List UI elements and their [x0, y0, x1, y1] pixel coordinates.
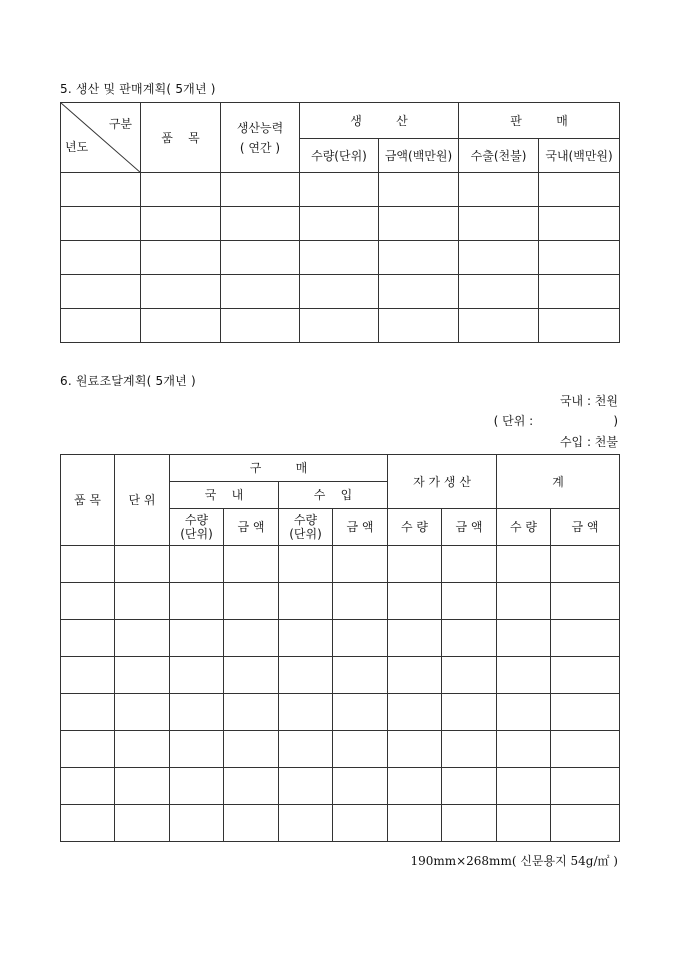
blank-cell[interactable] [115, 657, 170, 694]
production-sales-table [60, 102, 620, 343]
header-self-amount: 금 액 [442, 509, 497, 546]
header-production: 생 산 [300, 103, 459, 139]
blank-cell[interactable] [115, 768, 170, 805]
table-row [61, 309, 620, 343]
blank-cell[interactable] [224, 805, 279, 842]
blank-cell[interactable] [388, 694, 442, 731]
header-import-qty [279, 509, 333, 546]
blank-cell[interactable] [115, 583, 170, 620]
header-domestic-qty [170, 509, 224, 546]
blank-cell[interactable] [539, 309, 620, 343]
header-domestic: 국 내 [170, 482, 279, 509]
blank-cell[interactable] [442, 805, 497, 842]
blank-cell[interactable] [300, 275, 379, 309]
blank-cell[interactable] [539, 275, 620, 309]
header-sales-export: 수출(천불) [459, 139, 539, 173]
header-total: 계 [497, 455, 620, 509]
table-row [61, 207, 620, 241]
blank-cell[interactable] [221, 309, 300, 343]
blank-cell[interactable] [279, 657, 333, 694]
raw-material-body [61, 546, 620, 842]
corner-category-label: 구분 [108, 117, 132, 131]
section6-title: 6. 원료조달계획( 5개년 ) [60, 374, 196, 388]
blank-cell[interactable] [61, 546, 115, 583]
blank-cell[interactable] [442, 768, 497, 805]
blank-cell[interactable] [551, 583, 620, 620]
blank-cell[interactable] [333, 583, 388, 620]
header-sales: 판 매 [459, 103, 620, 139]
blank-cell[interactable] [333, 620, 388, 657]
blank-cell[interactable] [279, 583, 333, 620]
unit-domestic-note: 국내 : 천원 [559, 394, 618, 408]
blank-cell[interactable] [279, 620, 333, 657]
unit-label: (단위) [289, 527, 322, 541]
section5-title: 5. 생산 및 판매계획( 5개년 ) [60, 82, 216, 96]
blank-cell[interactable] [442, 694, 497, 731]
blank-cell[interactable] [379, 241, 459, 275]
blank-cell[interactable] [551, 731, 620, 768]
blank-cell[interactable] [115, 620, 170, 657]
blank-cell[interactable] [279, 805, 333, 842]
blank-cell[interactable] [497, 694, 551, 731]
blank-cell[interactable] [279, 546, 333, 583]
blank-cell[interactable] [141, 275, 221, 309]
blank-cell[interactable] [221, 275, 300, 309]
blank-cell[interactable] [459, 241, 539, 275]
blank-cell[interactable] [61, 173, 141, 207]
production-sales-body [61, 173, 620, 343]
blank-cell[interactable] [388, 583, 442, 620]
blank-cell[interactable] [141, 173, 221, 207]
blank-cell[interactable] [170, 805, 224, 842]
blank-cell[interactable] [333, 768, 388, 805]
blank-cell[interactable] [279, 694, 333, 731]
blank-cell[interactable] [221, 241, 300, 275]
blank-cell[interactable] [61, 768, 115, 805]
blank-cell[interactable] [388, 657, 442, 694]
blank-cell[interactable] [388, 620, 442, 657]
header-import: 수 입 [279, 482, 388, 509]
blank-cell[interactable] [115, 805, 170, 842]
blank-cell[interactable] [539, 241, 620, 275]
blank-cell[interactable] [221, 173, 300, 207]
blank-cell[interactable] [115, 731, 170, 768]
blank-cell[interactable] [300, 241, 379, 275]
header-item: 품 목 [61, 455, 115, 546]
header-purchase: 구 매 [170, 455, 388, 482]
header-total-amount: 금 액 [551, 509, 620, 546]
blank-cell[interactable] [170, 583, 224, 620]
blank-cell[interactable] [388, 805, 442, 842]
blank-cell[interactable] [141, 241, 221, 275]
blank-cell[interactable] [333, 657, 388, 694]
table-row [61, 620, 620, 657]
blank-cell[interactable] [497, 583, 551, 620]
table-row [61, 241, 620, 275]
blank-cell[interactable] [333, 805, 388, 842]
blank-cell[interactable] [442, 731, 497, 768]
blank-cell[interactable] [170, 620, 224, 657]
blank-cell[interactable] [300, 173, 379, 207]
header-domestic-amount: 금 액 [224, 509, 279, 546]
unit-label: ( 단위 : ) [493, 414, 618, 428]
blank-cell[interactable] [61, 309, 141, 343]
blank-cell[interactable] [61, 731, 115, 768]
blank-cell[interactable] [388, 546, 442, 583]
blank-cell[interactable] [539, 173, 620, 207]
table-row [61, 546, 620, 583]
blank-cell[interactable] [279, 731, 333, 768]
table-row [61, 275, 620, 309]
blank-cell[interactable] [551, 620, 620, 657]
blank-cell[interactable] [459, 207, 539, 241]
qty-label: 수량 [184, 513, 209, 527]
header-self-qty: 수 량 [388, 509, 442, 546]
paper-spec-footer: 190mm×268mm( 신문용지 54g/㎡ ) [410, 854, 618, 868]
blank-cell[interactable] [551, 768, 620, 805]
blank-cell[interactable] [61, 275, 141, 309]
blank-cell[interactable] [333, 731, 388, 768]
blank-cell[interactable] [170, 694, 224, 731]
blank-cell[interactable] [61, 694, 115, 731]
blank-cell[interactable] [379, 275, 459, 309]
blank-cell[interactable] [497, 731, 551, 768]
table-row [61, 694, 620, 731]
blank-cell[interactable] [388, 731, 442, 768]
capacity-annual-label: ( 연간 ) [239, 140, 281, 155]
unit-label: (단위) [180, 527, 213, 541]
blank-cell[interactable] [333, 546, 388, 583]
blank-cell[interactable] [497, 620, 551, 657]
blank-cell[interactable] [61, 620, 115, 657]
blank-cell[interactable] [497, 657, 551, 694]
blank-cell[interactable] [115, 694, 170, 731]
table-row [61, 583, 620, 620]
blank-cell[interactable] [300, 207, 379, 241]
blank-cell[interactable] [379, 309, 459, 343]
blank-cell[interactable] [300, 309, 379, 343]
blank-cell[interactable] [442, 546, 497, 583]
blank-cell[interactable] [497, 805, 551, 842]
table-row [61, 731, 620, 768]
blank-cell[interactable] [224, 731, 279, 768]
blank-cell[interactable] [224, 546, 279, 583]
blank-cell[interactable] [459, 173, 539, 207]
header-prod-qty: 수량(단위) [300, 139, 379, 173]
blank-cell[interactable] [442, 657, 497, 694]
header-item: 품 목 [141, 103, 221, 173]
blank-cell[interactable] [333, 694, 388, 731]
blank-cell[interactable] [379, 207, 459, 241]
capacity-label: 생산능력 [236, 120, 284, 135]
blank-cell[interactable] [551, 694, 620, 731]
blank-cell[interactable] [551, 657, 620, 694]
blank-cell[interactable] [221, 207, 300, 241]
blank-cell[interactable] [170, 546, 224, 583]
blank-cell[interactable] [61, 657, 115, 694]
diagonal-line [61, 103, 141, 173]
blank-cell[interactable] [170, 657, 224, 694]
blank-cell[interactable] [115, 546, 170, 583]
header-capacity [221, 103, 300, 173]
blank-cell[interactable] [170, 731, 224, 768]
blank-cell[interactable] [497, 546, 551, 583]
header-self-production: 자 가 생 산 [388, 455, 497, 509]
blank-cell[interactable] [539, 207, 620, 241]
header-prod-amount: 금액(백만원) [379, 139, 459, 173]
table-row [61, 768, 620, 805]
header-total-qty: 수 량 [497, 509, 551, 546]
corner-year-label: 년도 [65, 140, 89, 154]
blank-cell[interactable] [61, 207, 141, 241]
table-row [61, 657, 620, 694]
blank-cell[interactable] [224, 583, 279, 620]
header-import-amount: 금 액 [333, 509, 388, 546]
table-row [61, 173, 620, 207]
blank-cell[interactable] [497, 768, 551, 805]
blank-cell[interactable] [224, 694, 279, 731]
blank-cell[interactable] [551, 805, 620, 842]
blank-cell[interactable] [279, 768, 333, 805]
blank-cell[interactable] [459, 275, 539, 309]
blank-cell[interactable] [61, 805, 115, 842]
blank-cell[interactable] [442, 583, 497, 620]
blank-cell[interactable] [442, 620, 497, 657]
blank-cell[interactable] [141, 309, 221, 343]
blank-cell[interactable] [224, 657, 279, 694]
corner-header [61, 103, 141, 173]
blank-cell[interactable] [141, 207, 221, 241]
blank-cell[interactable] [61, 583, 115, 620]
header-sales-domestic: 국내(백만원) [539, 139, 620, 173]
blank-cell[interactable] [379, 173, 459, 207]
blank-cell[interactable] [388, 768, 442, 805]
blank-cell[interactable] [61, 241, 141, 275]
raw-material-table [60, 454, 620, 842]
blank-cell[interactable] [224, 620, 279, 657]
blank-cell[interactable] [224, 768, 279, 805]
blank-cell[interactable] [459, 309, 539, 343]
header-unit: 단 위 [115, 455, 170, 546]
unit-import-note: 수입 : 천불 [559, 435, 618, 449]
qty-label: 수량 [293, 513, 318, 527]
blank-cell[interactable] [551, 546, 620, 583]
blank-cell[interactable] [170, 768, 224, 805]
table-row [61, 805, 620, 842]
